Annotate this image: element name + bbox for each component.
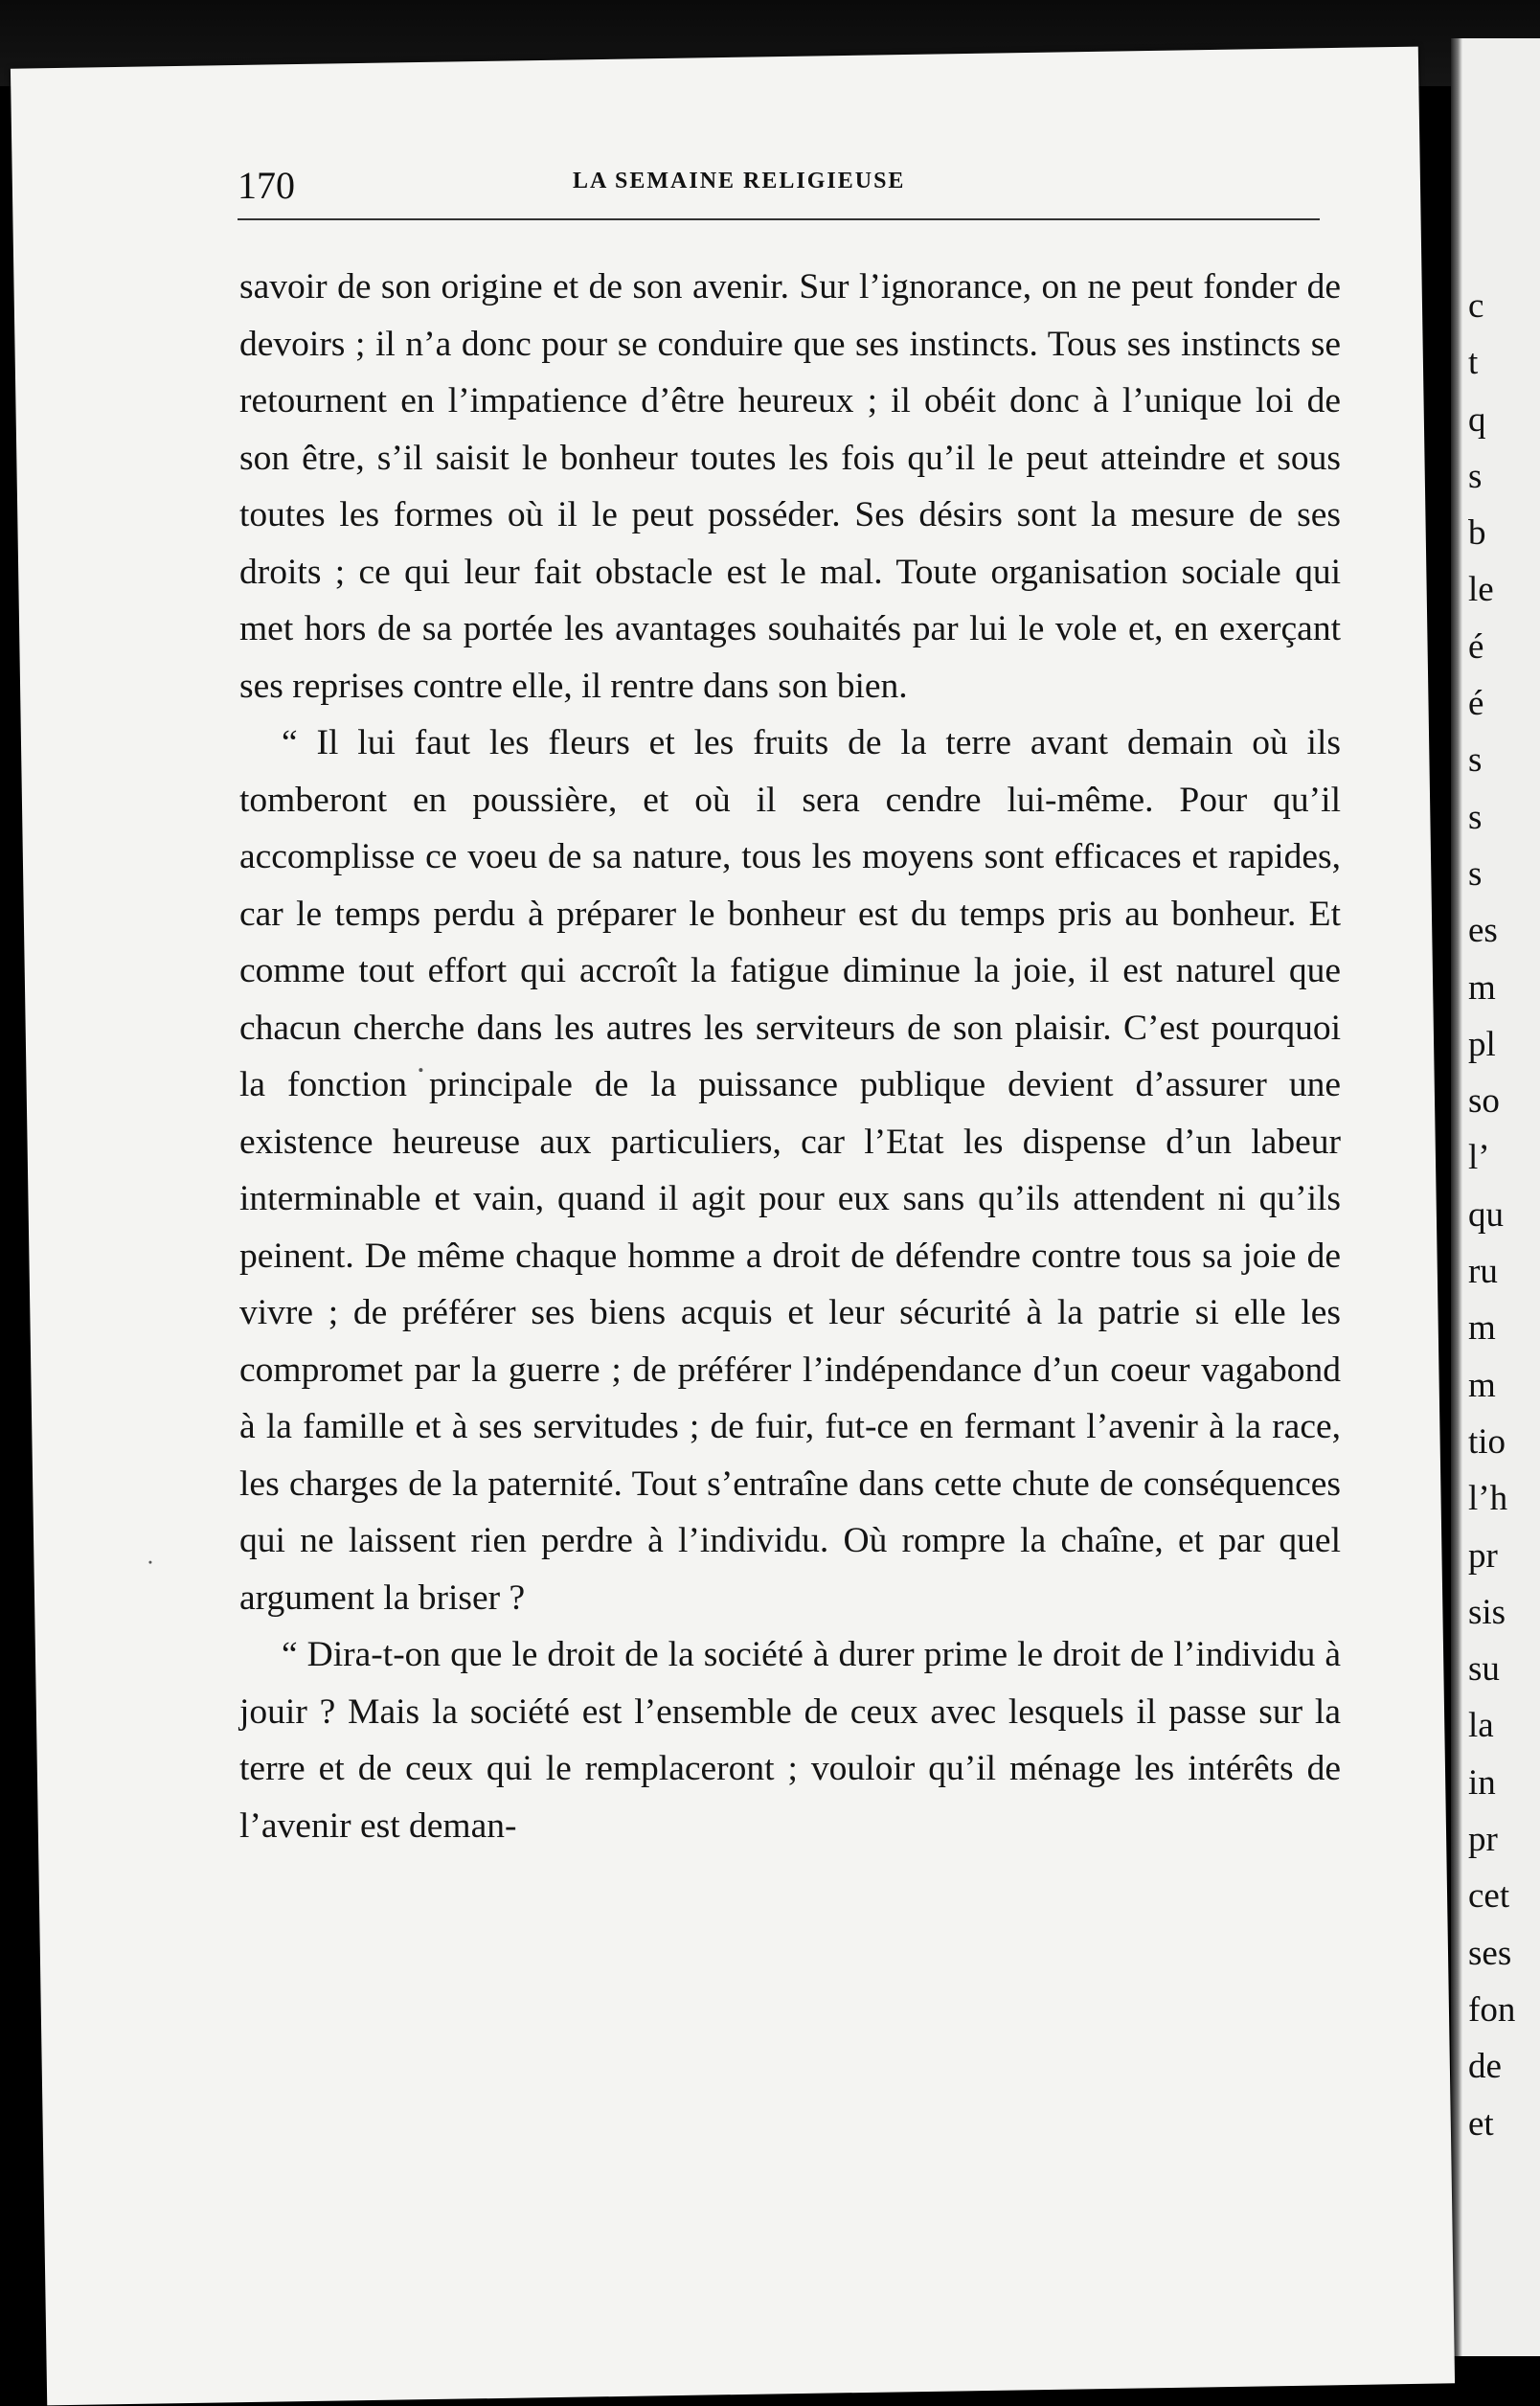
facing-line-start: sis [1468, 1592, 1506, 1632]
facing-page-fragment [1451, 38, 1540, 2356]
facing-line-start: q [1468, 399, 1486, 440]
facing-line-start: t [1468, 343, 1479, 383]
paragraph: savoir de son origine et de son avenir. Sur l’ignorance, on ne peut fonder de devoirs ; il n’a donc pour se conduire que ses instincts. Tous ses instincts se retournent en l’impatience d’être heureux ; il obéit donc à l’unique loi de son être, s’il saisit le bonheur toutes les fois qu’il le peut atteindre et sous toutes les formes où il le peut posséder. Ses désirs sont la mesure de ses droits ; ce qui leur fait obstacle est le mal. Toute organisation sociale qui met hors de sa portée les avantages souhaités par lui le vole et, en exerçant ses reprises contre elle, il rentre dans son bien. [239, 267, 1341, 706]
page-gutter-shadow [1451, 38, 1462, 2356]
page-number: 170 [238, 164, 295, 207]
facing-line-start: de [1468, 2047, 1502, 2087]
facing-line-start: s [1468, 797, 1483, 837]
facing-line-start: cet [1468, 1876, 1510, 1917]
facing-line-start: m [1468, 1308, 1496, 1349]
facing-line-start: fon [1468, 1989, 1516, 2030]
facing-line-start: m [1468, 1365, 1496, 1405]
facing-line-start: é [1468, 626, 1484, 667]
body-text [239, 259, 1341, 1854]
facing-line-start: s [1468, 853, 1483, 894]
facing-line-start: so [1468, 1081, 1500, 1122]
facing-line-start: m [1468, 967, 1496, 1008]
facing-line-start: s [1468, 740, 1483, 781]
facing-line-start: la [1468, 1706, 1494, 1746]
facing-line-start: es [1468, 911, 1498, 951]
facing-line-start: et [1468, 2103, 1494, 2144]
facing-line-start: su [1468, 1649, 1500, 1690]
facing-line-start: é [1468, 684, 1484, 724]
facing-line-start: c [1468, 286, 1484, 326]
facing-line-start: ses [1468, 1933, 1512, 1973]
facing-line-start: pl [1468, 1024, 1496, 1064]
facing-line-start: ru [1468, 1252, 1498, 1292]
facing-line-start: tio [1468, 1421, 1506, 1462]
facing-line-start: l’h [1468, 1479, 1508, 1519]
facing-line-start: b [1468, 513, 1486, 554]
facing-line-start: pr [1468, 1535, 1498, 1576]
facing-line-start: in [1468, 1762, 1496, 1803]
paper-speck [148, 1561, 151, 1564]
paragraph: “ Il lui faut les fleurs et les fruits de la terre avant demain où ils tomberont en poussière, et où il sera cendre lui-même. Pour qu’il accomplisse ce voeu de sa nature, tous les moyens sont efficaces et rapides, car le temps perdu à préparer le bonheur est du temps pris au bonheur. Et comme tout effort qui accroît la fatigue diminue la joie, il est naturel que chacun cherche dans les autres les serviteurs de son plaisir. C’est pourquoi la fonction principale de la puissance publique devient d’assurer une existence heureuse aux particuliers, car l’Etat les dispense d’un labeur interminable et vain, quand il agit pour eux sans qu’ils attendent ni qu’ils peinent. De même chaque homme a droit de défendre contre tous sa joie de vivre ; de préférer ses biens acquis et leur sécurité à la patrie si elle les compromet par la guerre ; de préférer l’indépendance d’un coeur vagabond à la famille et à ses servitudes ; de fuir, fut-ce en fermant l’avenir à la race, les charges de la paternité. Tout s’entraîne dans cette chute de conséquences qui ne laissent rien perdre à l’individu. Où rompre la chaîne, et par quel argument la briser ? [239, 723, 1341, 1618]
facing-line-start: le [1468, 570, 1494, 610]
facing-line-start: s [1468, 456, 1483, 496]
facing-page-line-starts [1468, 278, 1515, 2152]
facing-line-start: pr [1468, 1820, 1498, 1860]
running-title: LA SEMAINE RELIGIEUSE [573, 169, 906, 193]
page-header [238, 125, 1320, 207]
header-rule [238, 218, 1320, 220]
paragraph: “ Dira-t-on que le droit de la société à durer prime le droit de l’individu à jouir ? Mais la société est l’ensemble de ceux avec lesquels il passe sur la terre et de ceux qui le remplaceront ; vouloir qu’il ménage les intérêts de l’avenir est deman- [239, 1635, 1341, 1846]
facing-line-start: qu [1468, 1194, 1504, 1235]
facing-line-start: l’ [1468, 1138, 1490, 1178]
